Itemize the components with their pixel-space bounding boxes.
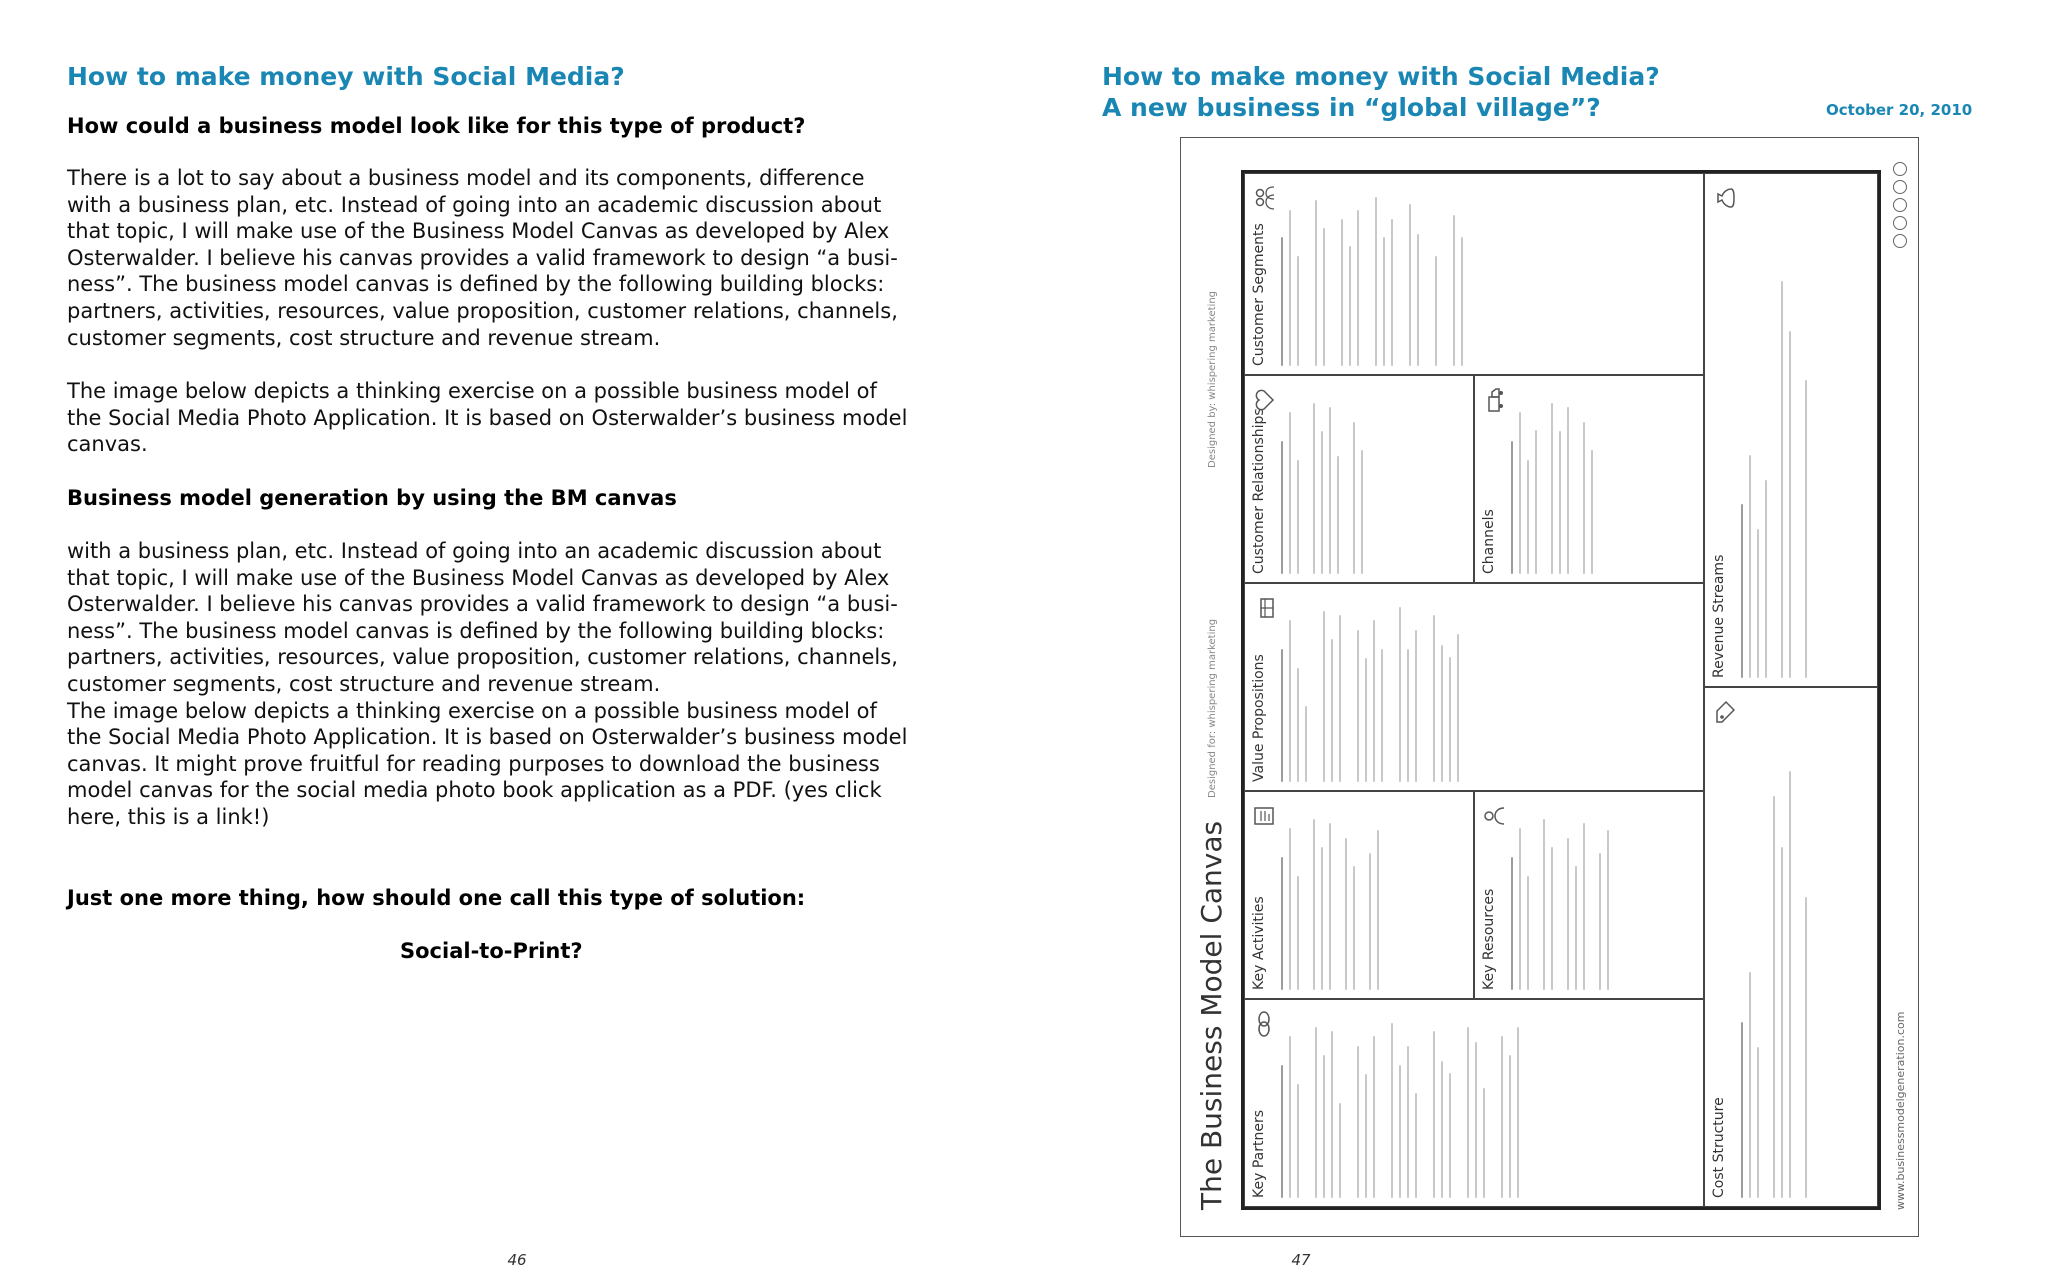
block-value-propositions bbox=[1244, 583, 1704, 791]
page-number: 47 bbox=[1291, 1251, 1311, 1269]
closing-question: Just one more thing, how should one call this type of solution: bbox=[67, 886, 806, 910]
block-channels bbox=[1474, 375, 1704, 583]
block-key-resources bbox=[1474, 791, 1704, 999]
block-title: Revenue Streams bbox=[1710, 554, 1727, 678]
text-line: The image below depicts a thinking exercise on a possible business model of bbox=[67, 698, 877, 723]
block-title: Customer Relationships bbox=[1250, 408, 1267, 574]
text-line: that topic, I will make use of the Business Model Canvas as developed by Alex bbox=[67, 565, 890, 590]
creative-commons-icon bbox=[1893, 234, 1907, 248]
people-icon bbox=[1253, 184, 1275, 212]
block-customer-segments bbox=[1244, 173, 1704, 375]
canvas-grid bbox=[1241, 170, 1881, 1210]
text-line: There is a lot to say about a business model and its components, difference bbox=[67, 166, 865, 190]
canvas-header bbox=[1191, 148, 1241, 1228]
block-revenue-streams bbox=[1704, 173, 1878, 687]
text-line: partners, activities, resources, value proposition, customer relations, channels, bbox=[67, 645, 898, 670]
block-cost-structure bbox=[1704, 687, 1878, 1207]
canvas-source-url: www.businessmodelgeneration.com bbox=[1893, 1011, 1907, 1210]
text-line: that topic, I will make use of the Business Model Canvas as developed by Alex bbox=[67, 219, 890, 244]
page-heading: How to make money with Social Media? bbox=[67, 62, 625, 91]
noncommercial-icon bbox=[1893, 180, 1907, 194]
block-title: Key Resources bbox=[1480, 888, 1497, 990]
page-number: 46 bbox=[507, 1251, 527, 1269]
closing-answer: Social-to-Print? bbox=[400, 939, 583, 963]
business-model-canvas-image bbox=[1180, 137, 1919, 1237]
truck-icon bbox=[1483, 386, 1505, 414]
text-line: the Social Media Photo Application. It is based on Osterwalder’s business model bbox=[67, 405, 908, 430]
right-page bbox=[1024, 0, 2048, 1288]
paragraph-intro bbox=[67, 165, 987, 351]
text-line: with a business plan, etc. Instead of going into an academic discussion about bbox=[67, 192, 882, 217]
text-line: The image below depicts a thinking exercise on a possible business model of bbox=[67, 379, 877, 403]
page-heading-line2: A new business in “global village”? bbox=[1102, 93, 1601, 122]
paragraph-bm-canvas bbox=[67, 538, 987, 831]
block-key-activities bbox=[1244, 791, 1474, 999]
block-key-partners bbox=[1244, 999, 1704, 1207]
page-heading-line1: How to make money with Social Media? bbox=[1102, 62, 1660, 91]
share-alike-icon bbox=[1893, 198, 1907, 212]
gift-icon bbox=[1253, 594, 1275, 622]
post-date: October 20, 2010 bbox=[1826, 101, 1973, 119]
money-bag-icon bbox=[1713, 184, 1735, 212]
text-line: partners, activities, resources, value proposition, customer relations, channels, bbox=[67, 298, 898, 323]
text-line: Osterwalder. I believe his canvas provides a valid framework to design “a busi- bbox=[67, 245, 898, 270]
license-badge-icon bbox=[1893, 162, 1907, 176]
text-line: with a business plan, etc. Instead of going into an academic discussion about bbox=[67, 539, 882, 563]
text-line: canvas. bbox=[67, 432, 148, 457]
attribution-icon bbox=[1893, 216, 1907, 230]
checklist-icon bbox=[1253, 802, 1275, 830]
link-icon bbox=[1253, 1010, 1275, 1038]
designed-by-label: Designed by: whispering marketing bbox=[1206, 290, 1218, 468]
license-icons bbox=[1893, 162, 1907, 248]
text-line: customer segments, cost structure and revenue stream. bbox=[67, 325, 661, 350]
block-title: Customer Segments bbox=[1250, 223, 1267, 366]
section-heading: Business model generation by using the BM canvas bbox=[67, 486, 677, 510]
block-title: Cost Structure bbox=[1710, 1097, 1727, 1198]
worker-icon bbox=[1483, 802, 1505, 830]
paragraph-image-description bbox=[67, 378, 987, 458]
text-line: canvas. It might prove fruitful for reading purposes to download the business bbox=[67, 751, 880, 776]
block-title: Key Partners bbox=[1250, 1109, 1267, 1198]
block-customer-relationships bbox=[1244, 375, 1474, 583]
designed-for-label: Designed for: whispering marketing bbox=[1206, 618, 1218, 798]
canvas-rotated-content bbox=[1191, 148, 1911, 1228]
text-line: the Social Media Photo Application. It is based on Osterwalder’s business model bbox=[67, 725, 908, 750]
text-line: ness”. The business model canvas is defined by the following building blocks: bbox=[67, 272, 885, 297]
block-title: Channels bbox=[1480, 509, 1497, 574]
price-tag-icon bbox=[1713, 698, 1735, 726]
text-line[interactable]: here, this is a link!) bbox=[67, 804, 270, 829]
block-title: Key Activities bbox=[1250, 896, 1267, 990]
text-line: customer segments, cost structure and revenue stream. bbox=[67, 671, 661, 696]
text-line: model canvas for the social media photo book application as a PDF. (yes click bbox=[67, 778, 882, 803]
subheading: How could a business model look like for this type of product? bbox=[67, 114, 806, 138]
block-title: Value Propositions bbox=[1250, 654, 1267, 782]
heart-icon bbox=[1253, 386, 1275, 414]
text-line: Osterwalder. I believe his canvas provides a valid framework to design “a busi- bbox=[67, 592, 898, 617]
canvas-title: The Business Model Canvas bbox=[1194, 820, 1228, 1210]
text-line: ness”. The business model canvas is defined by the following building blocks: bbox=[67, 618, 885, 643]
